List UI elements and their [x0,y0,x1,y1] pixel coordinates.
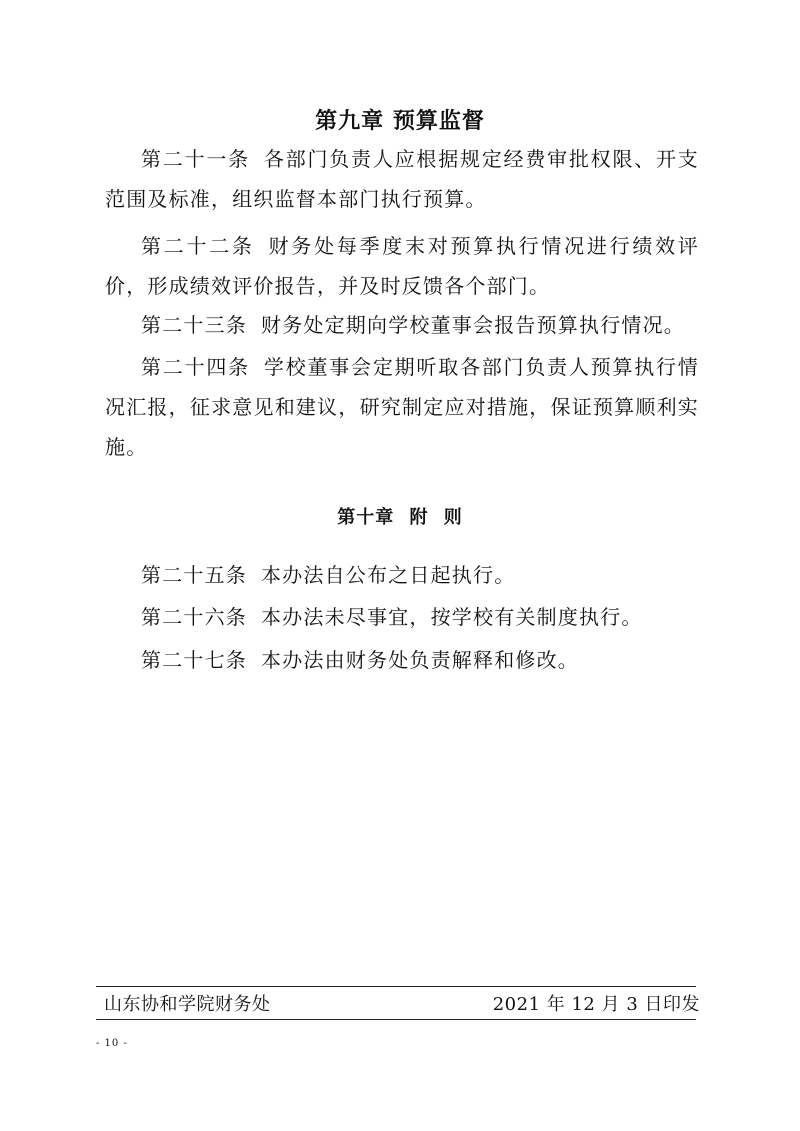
article-21-text: 各部门负责人应根据规定经费审批权限、开支范围及标准，组织监督本部门执行预算。 [105,147,700,211]
article-26-text: 本办法未尽事宜，按学校有关制度执行。 [261,605,643,629]
article-26-number: 第二十六条 [141,605,247,629]
page-number: - 10 - [96,1038,128,1049]
article-23 [105,305,699,345]
article-24-text: 学校董事会定期听取各部门负责人预算执行情况汇报，征求意见和建议，研究制定应对措施，保证预算顺利实施。 [105,355,700,459]
article-23-text: 财务处定期向学校董事会报告预算执行情况。 [261,313,685,337]
article-21 [105,139,699,219]
article-27-text: 本办法由财务处负责解释和修改。 [261,648,579,672]
article-27 [105,640,699,680]
article-25-text: 本办法自公布之日起执行。 [261,563,516,587]
article-27-number: 第二十七条 [141,648,247,672]
article-22-text: 财务处每季度末对预算执行情况进行绩效评价，形成绩效评价报告，并及时反馈各个部门。 [105,234,699,298]
article-25 [105,555,699,595]
chapter-ten-title: 第十章 附 则 [337,507,463,528]
footer-date: 2021 年 12 月 3 日印发 [492,994,700,1015]
footer-top-rule [96,986,696,987]
article-22-number: 第二十二条 [141,234,255,258]
article-25-number: 第二十五条 [141,563,247,587]
footer-bottom-rule [96,1019,696,1020]
footer-issuer: 山东协和学院财务处 [104,994,271,1015]
article-24 [105,347,699,467]
article-24-number: 第二十四条 [141,355,250,379]
article-21-number: 第二十一条 [141,147,250,171]
chapter-nine-title: 第九章 预算监督 [315,109,485,134]
article-23-number: 第二十三条 [141,313,247,337]
article-22 [105,226,699,306]
article-26 [105,597,699,637]
